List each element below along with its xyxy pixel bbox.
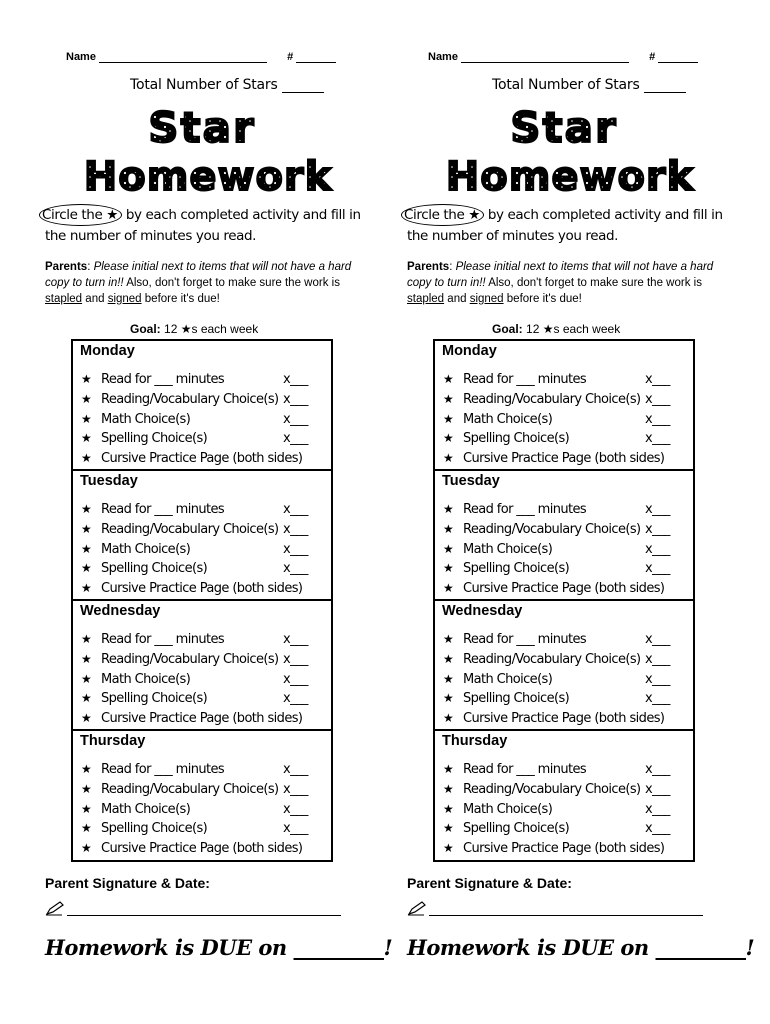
tally-field[interactable]: x___ (283, 762, 308, 777)
star-icon[interactable]: ★ (443, 581, 454, 596)
name-field[interactable] (99, 53, 267, 63)
activity-item[interactable] (443, 370, 691, 390)
star-icon: ★ (468, 207, 480, 223)
tally-field[interactable]: x___ (283, 632, 308, 647)
activity-list (81, 370, 329, 469)
star-icon[interactable]: ★ (81, 711, 92, 726)
tally-field[interactable]: x___ (645, 391, 670, 407)
signature-field[interactable] (429, 915, 703, 916)
circle-the-star (401, 204, 484, 226)
parents-and: and (447, 293, 467, 305)
star-icon[interactable]: ★ (443, 671, 454, 686)
day-name: Monday (442, 343, 497, 359)
activity-list (443, 500, 691, 599)
star-icon[interactable]: ★ (443, 541, 454, 556)
goal-line (130, 322, 258, 336)
day-block (435, 731, 693, 860)
star-icon[interactable]: ★ (81, 391, 92, 406)
activity-text: Cursive Practice Page (both sides) (101, 841, 303, 857)
activity-text: Cursive Practice Page (both sides) (463, 841, 665, 857)
tally-field[interactable]: x___ (645, 411, 670, 427)
activity-item[interactable] (443, 800, 691, 820)
activity-text: Math Choice(s) (101, 801, 191, 817)
star-icon[interactable]: ★ (443, 781, 454, 796)
weekly-table (433, 339, 695, 862)
activity-item[interactable] (81, 780, 329, 800)
tally-field[interactable]: x___ (283, 671, 308, 687)
instructions (42, 204, 365, 246)
goal-suffix: s each week (191, 322, 259, 336)
instruction-text: by each completed activity and fill in the number of minutes you read. (407, 207, 723, 244)
number-field[interactable] (296, 53, 336, 63)
star-icon[interactable]: ★ (443, 801, 454, 816)
activity-item[interactable] (81, 839, 329, 859)
day-block (435, 601, 693, 731)
goal-count: 12 (526, 322, 540, 336)
star-icon[interactable]: ★ (443, 502, 454, 516)
tally-field[interactable]: x___ (283, 431, 308, 447)
activity-item[interactable] (81, 520, 329, 540)
activity-item[interactable] (443, 500, 691, 520)
name-label: Name (428, 51, 458, 63)
tally-field[interactable]: x___ (283, 561, 308, 577)
activity-item[interactable] (81, 800, 329, 820)
star-icon[interactable]: ★ (81, 521, 92, 536)
activity-text: Math Choice(s) (463, 801, 553, 817)
total-stars-label: Total Number of Stars (130, 77, 278, 93)
day-name: Tuesday (80, 473, 138, 489)
instruction-circled-text: Circle the (42, 207, 103, 223)
activity-text: Reading/Vocabulary Choice(s) (101, 521, 279, 537)
parents-italic: Please initial next to items that will not have a hard copy to turn in!! (45, 261, 352, 289)
signature-label: Parent Signature & Date: (45, 875, 210, 891)
activity-text: Cursive Practice Page (both sides) (101, 581, 303, 597)
activity-item[interactable] (443, 689, 691, 709)
signature-line[interactable] (45, 898, 341, 918)
activity-text: Read for ___ minutes (463, 372, 587, 387)
star-icon[interactable]: ★ (81, 411, 92, 426)
activity-item[interactable] (81, 410, 329, 430)
tally-field[interactable]: x___ (645, 502, 670, 517)
star-icon: ★ (180, 322, 192, 336)
activity-text: Read for ___ minutes (463, 632, 587, 647)
activity-text: Read for ___ minutes (101, 632, 225, 647)
day-block (73, 341, 331, 471)
activity-item[interactable] (81, 579, 329, 599)
parents-text1: Also, don't forget to make sure the work is (488, 277, 702, 289)
goal-label: Goal: (492, 322, 523, 336)
activity-text: Reading/Vocabulary Choice(s) (463, 521, 641, 537)
activity-text: Cursive Practice Page (both sides) (101, 451, 303, 467)
circle-the-star (39, 204, 122, 226)
activity-list (81, 630, 329, 729)
star-icon[interactable]: ★ (81, 671, 92, 686)
activity-item[interactable] (443, 449, 691, 469)
tally-field[interactable]: x___ (283, 372, 308, 387)
parents-signed: signed (107, 293, 142, 305)
activity-text: Reading/Vocabulary Choice(s) (101, 651, 279, 667)
activity-text: Math Choice(s) (463, 541, 553, 557)
parents-note: Parents: Please initial next to items that will not have a hard copy to turn in!! Also, don't forget to make sure the work is stapled and signed before it's due! (407, 261, 714, 305)
star-icon[interactable]: ★ (81, 841, 92, 856)
goal-line (492, 322, 620, 336)
total-stars-field[interactable] (282, 80, 324, 93)
activity-text: Spelling Choice(s) (463, 691, 570, 707)
tally-field[interactable]: x___ (645, 781, 670, 797)
activity-item[interactable] (81, 429, 329, 449)
star-icon[interactable]: ★ (81, 372, 92, 386)
activity-text: Read for ___ minutes (101, 502, 225, 517)
star-icon[interactable]: ★ (443, 561, 454, 576)
total-stars-line (492, 77, 686, 93)
activity-item[interactable] (443, 709, 691, 729)
activity-text: Spelling Choice(s) (463, 821, 570, 837)
name-line (66, 51, 336, 63)
tally-field[interactable]: x___ (645, 632, 670, 647)
tally-field[interactable]: x___ (645, 671, 670, 687)
activity-item[interactable] (443, 839, 691, 859)
parents-note: Parents: Please initial next to items that will not have a hard copy to turn in!! Also, don't forget to make sure the work is stapled and signed before it's due! (45, 261, 352, 305)
tally-field[interactable]: x___ (283, 691, 308, 707)
tally-field[interactable]: x___ (283, 411, 308, 427)
total-stars-field[interactable] (644, 80, 686, 93)
signature-line[interactable] (407, 898, 703, 918)
activity-text: Spelling Choice(s) (101, 431, 208, 447)
day-block (73, 471, 331, 601)
activity-item[interactable] (443, 579, 691, 599)
activity-text: Math Choice(s) (463, 671, 553, 687)
star-icon[interactable]: ★ (443, 691, 454, 706)
name-line (428, 51, 698, 63)
star-icon[interactable]: ★ (81, 821, 92, 836)
title-star (424, 104, 724, 148)
activity-item[interactable] (443, 429, 691, 449)
star-icon[interactable]: ★ (443, 762, 454, 776)
tally-field[interactable]: x___ (645, 651, 670, 667)
name-label: Name (66, 51, 96, 63)
star-icon[interactable]: ★ (443, 821, 454, 836)
activity-item[interactable] (443, 780, 691, 800)
parents-label: Parents (45, 261, 88, 273)
tally-field[interactable]: x___ (283, 391, 308, 407)
activity-text: Cursive Practice Page (both sides) (463, 711, 665, 727)
svg-text:Homework: Homework (83, 154, 333, 196)
activity-item[interactable] (443, 630, 691, 650)
star-icon[interactable]: ★ (443, 841, 454, 856)
activity-text: Cursive Practice Page (both sides) (101, 711, 303, 727)
weekly-table (71, 339, 333, 862)
svg-text:Star: Star (510, 104, 618, 148)
activity-list (443, 760, 691, 859)
activity-text: Reading/Vocabulary Choice(s) (101, 781, 279, 797)
activity-text: Math Choice(s) (101, 541, 191, 557)
star-icon[interactable]: ★ (443, 391, 454, 406)
tally-field[interactable]: x___ (645, 431, 670, 447)
parents-italic: Please initial next to items that will not have a hard copy to turn in!! (407, 261, 714, 289)
activity-item[interactable] (81, 760, 329, 780)
parents-text1: Also, don't forget to make sure the work is (126, 277, 340, 289)
star-icon[interactable]: ★ (443, 632, 454, 646)
activity-text: Read for ___ minutes (463, 502, 587, 517)
name-field[interactable] (461, 53, 629, 63)
activity-item[interactable] (443, 559, 691, 579)
star-icon[interactable]: ★ (81, 632, 92, 646)
star-icon[interactable]: ★ (443, 372, 454, 386)
star-icon[interactable]: ★ (443, 711, 454, 726)
tally-field[interactable]: x___ (283, 521, 308, 537)
activity-item[interactable] (81, 540, 329, 560)
activity-item[interactable] (81, 650, 329, 670)
activity-item[interactable] (443, 520, 691, 540)
star-icon[interactable]: ★ (81, 781, 92, 796)
activity-list (443, 630, 691, 729)
instruction-text: by each completed activity and fill in the number of minutes you read. (45, 207, 361, 244)
activity-item[interactable] (81, 709, 329, 729)
tally-field[interactable]: x___ (645, 541, 670, 557)
activity-text: Cursive Practice Page (both sides) (463, 451, 665, 467)
tally-field[interactable]: x___ (645, 762, 670, 777)
activity-item[interactable] (81, 819, 329, 839)
pen-icon (45, 900, 65, 916)
activity-text: Spelling Choice(s) (101, 821, 208, 837)
title-star (62, 104, 362, 148)
svg-text:Homework: Homework (445, 154, 695, 196)
star-icon[interactable]: ★ (81, 651, 92, 666)
star-icon[interactable]: ★ (81, 502, 92, 516)
activity-item[interactable] (81, 689, 329, 709)
parents-and: and (85, 293, 105, 305)
activity-item[interactable] (81, 370, 329, 390)
day-name: Monday (80, 343, 135, 359)
star-icon[interactable]: ★ (443, 411, 454, 426)
total-stars-line (130, 77, 324, 93)
activity-item[interactable] (443, 819, 691, 839)
tally-field[interactable]: x___ (645, 821, 670, 837)
goal-count: 12 (164, 322, 178, 336)
star-icon[interactable]: ★ (443, 431, 454, 446)
activity-item[interactable] (443, 760, 691, 780)
instruction-circled-text: Circle the (404, 207, 465, 223)
day-name: Thursday (442, 733, 508, 749)
instructions (404, 204, 727, 246)
tally-field[interactable]: x___ (645, 372, 670, 387)
goal-label: Goal: (130, 322, 161, 336)
activity-item[interactable] (81, 630, 329, 650)
tally-field[interactable]: x___ (283, 651, 308, 667)
activity-list (81, 760, 329, 859)
activity-text: Spelling Choice(s) (101, 561, 208, 577)
activity-item[interactable] (81, 449, 329, 469)
star-icon[interactable]: ★ (443, 521, 454, 536)
day-block (73, 731, 331, 860)
tally-field[interactable]: x___ (283, 781, 308, 797)
tally-field[interactable]: x___ (283, 541, 308, 557)
activity-text: Spelling Choice(s) (463, 561, 570, 577)
activity-text: Math Choice(s) (101, 411, 191, 427)
activity-item[interactable] (81, 670, 329, 690)
title-star-art (62, 104, 362, 148)
parents-stapled: stapled (45, 293, 83, 305)
activity-text: Reading/Vocabulary Choice(s) (101, 391, 279, 407)
star-icon[interactable]: ★ (81, 801, 92, 816)
star-icon: ★ (106, 207, 118, 223)
number-label: # (287, 51, 294, 63)
tally-field[interactable]: x___ (645, 521, 670, 537)
homework-sheet (362, 0, 755, 1024)
tally-field[interactable]: x___ (645, 801, 670, 817)
star-icon[interactable]: ★ (81, 451, 92, 466)
tally-field[interactable]: x___ (645, 691, 670, 707)
star-icon[interactable]: ★ (81, 581, 92, 596)
activity-text: Read for ___ minutes (101, 372, 225, 387)
day-block (435, 341, 693, 471)
number-label: # (649, 51, 656, 63)
activity-text: Spelling Choice(s) (101, 691, 208, 707)
activity-item[interactable] (81, 390, 329, 410)
title-homework (62, 150, 362, 196)
star-icon[interactable]: ★ (443, 451, 454, 466)
activity-text: Read for ___ minutes (101, 762, 225, 777)
title-homework-art (424, 150, 724, 196)
activity-text: Math Choice(s) (101, 671, 191, 687)
day-block (73, 601, 331, 731)
parents-stapled: stapled (407, 293, 445, 305)
day-name: Wednesday (442, 603, 523, 619)
title-homework-art (62, 150, 362, 196)
due-line: Homework is DUE on _________! (407, 935, 755, 960)
parents-text2: before it's due! (506, 293, 582, 305)
day-name: Wednesday (80, 603, 161, 619)
activity-item[interactable] (443, 540, 691, 560)
title-homework (424, 150, 724, 196)
day-name: Tuesday (442, 473, 500, 489)
activity-list (81, 500, 329, 599)
parents-text2: before it's due! (144, 293, 220, 305)
parents-signed: signed (469, 293, 504, 305)
activity-text: Reading/Vocabulary Choice(s) (463, 391, 641, 407)
activity-text: Reading/Vocabulary Choice(s) (463, 651, 641, 667)
signature-label: Parent Signature & Date: (407, 875, 572, 891)
activity-item[interactable] (81, 500, 329, 520)
tally-field[interactable]: x___ (645, 561, 670, 577)
star-icon[interactable]: ★ (443, 651, 454, 666)
signature-field[interactable] (67, 915, 341, 916)
tally-field[interactable]: x___ (283, 502, 308, 517)
activity-item[interactable] (443, 390, 691, 410)
activity-text: Cursive Practice Page (both sides) (463, 581, 665, 597)
day-name: Thursday (80, 733, 146, 749)
activity-item[interactable] (81, 559, 329, 579)
day-block (435, 471, 693, 601)
activity-text: Read for ___ minutes (463, 762, 587, 777)
tally-field[interactable]: x___ (283, 801, 308, 817)
pen-icon (407, 900, 427, 916)
activity-text: Math Choice(s) (463, 411, 553, 427)
star-icon[interactable]: ★ (81, 762, 92, 776)
parents-label: Parents (407, 261, 450, 273)
total-stars-label: Total Number of Stars (492, 77, 640, 93)
activity-list (443, 370, 691, 469)
svg-text:Star: Star (148, 104, 256, 148)
star-icon[interactable]: ★ (81, 691, 92, 706)
number-field[interactable] (658, 53, 698, 63)
activity-item[interactable] (443, 410, 691, 430)
due-line: Homework is DUE on _________! (45, 935, 393, 960)
star-icon[interactable]: ★ (81, 431, 92, 446)
tally-field[interactable]: x___ (283, 821, 308, 837)
activity-text: Spelling Choice(s) (463, 431, 570, 447)
star-icon[interactable]: ★ (81, 541, 92, 556)
activity-item[interactable] (443, 650, 691, 670)
star-icon[interactable]: ★ (81, 561, 92, 576)
activity-text: Reading/Vocabulary Choice(s) (463, 781, 641, 797)
activity-item[interactable] (443, 670, 691, 690)
star-icon: ★ (542, 322, 554, 336)
title-star-art (424, 104, 724, 148)
goal-suffix: s each week (553, 322, 621, 336)
